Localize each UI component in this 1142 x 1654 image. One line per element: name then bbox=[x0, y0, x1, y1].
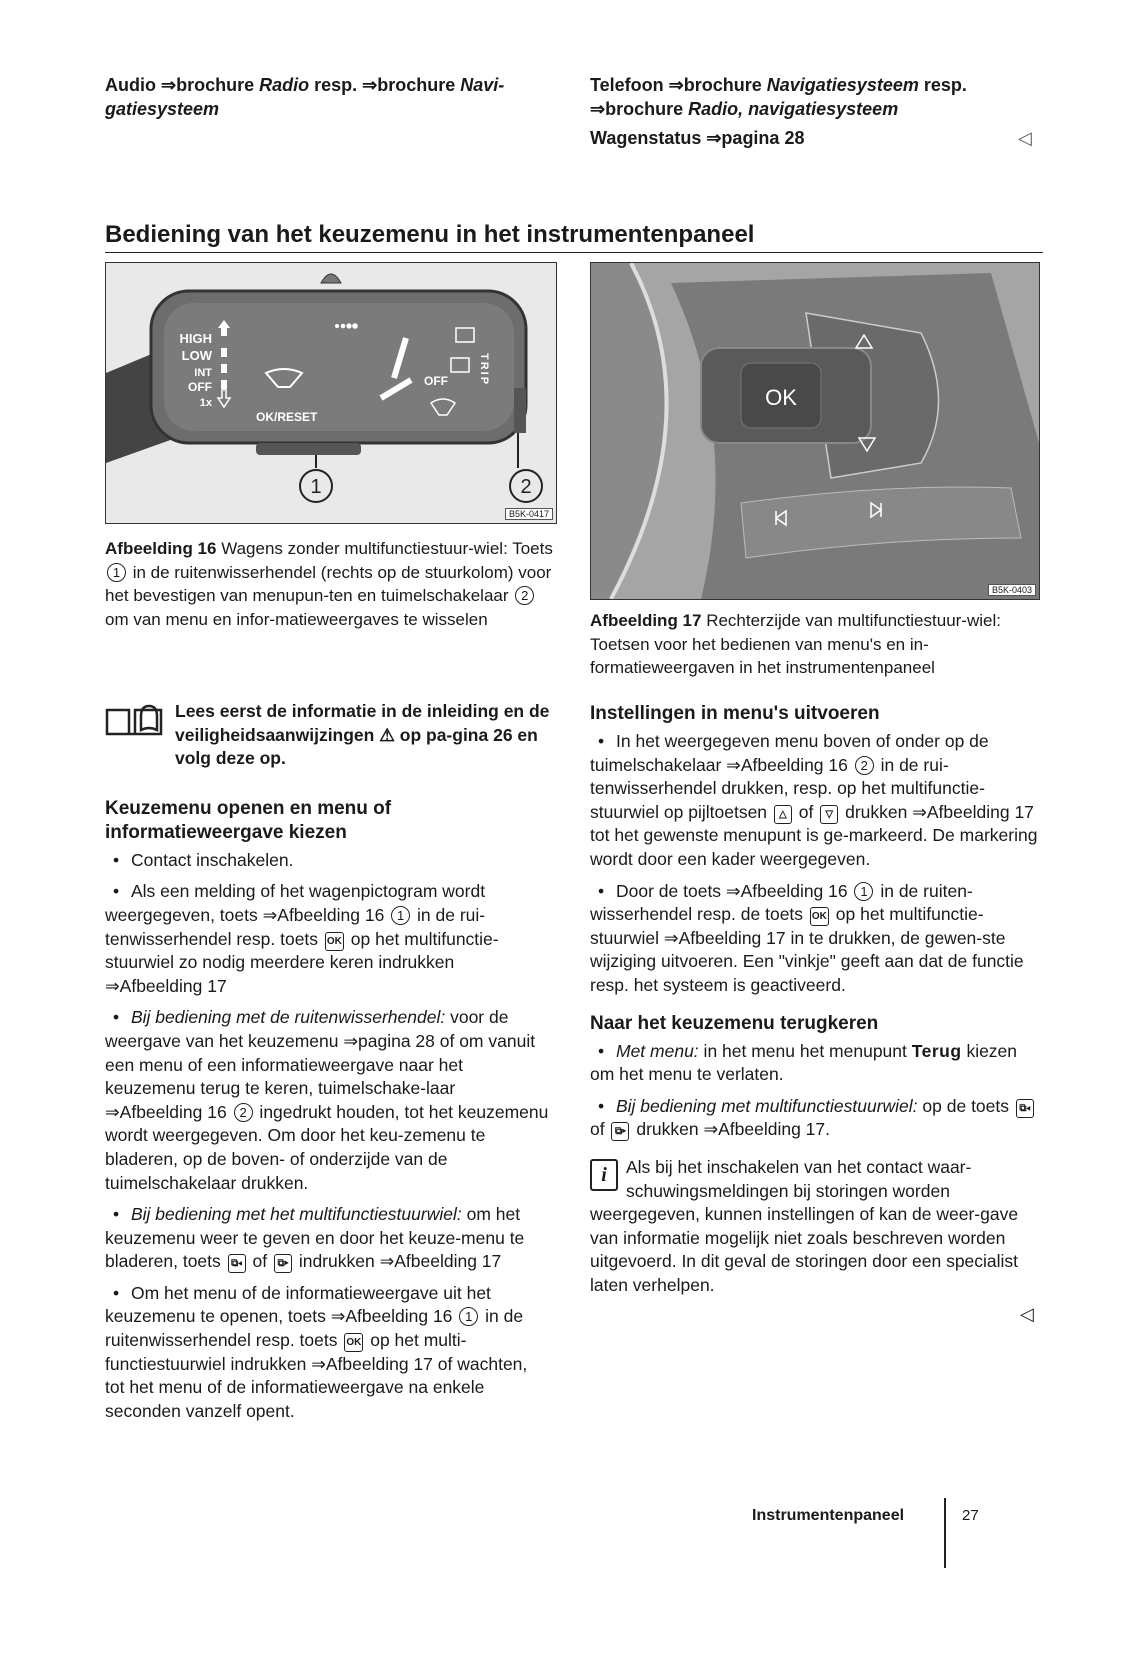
button-key-icon: OK bbox=[344, 1333, 363, 1352]
bullet-icon: • bbox=[598, 731, 605, 751]
text-segment: resp. ⇒brochure bbox=[309, 75, 461, 95]
footer-section: Instrumentenpaneel bbox=[752, 1507, 905, 1524]
label-1x: 1x bbox=[199, 397, 212, 409]
text-segment: Radio bbox=[259, 75, 310, 95]
text-segment: om het keuzemenu weer te geven en door het keuze-menu te bladeren, toets bbox=[105, 1204, 525, 1272]
callout-number-icon: 1 bbox=[107, 563, 126, 582]
figure-17-caption bbox=[590, 609, 1040, 680]
figure-16-caption bbox=[105, 537, 555, 631]
text-segment: op het multifunctie-stuurwiel ⇒Afbeelding 17 in te drukken, de gewen-ste wijziging uitvoeren. Een "vinkje" geeft aan dat de functie resp. het systeem is geactiveerd. bbox=[590, 904, 1024, 995]
text-segment: In het weergegeven menu boven of onder op de tuimelschakelaar ⇒Afbeelding 16 bbox=[590, 731, 989, 775]
button-key-icon: ⧉◂ bbox=[1016, 1099, 1034, 1118]
bullet-icon: • bbox=[113, 1007, 120, 1028]
text-segment: in het menu het menupunt bbox=[698, 1040, 912, 1061]
heading-instellingen: Instellingen in menu's uitvoeren bbox=[590, 703, 880, 724]
text-segment: of bbox=[590, 1119, 610, 1140]
text-segment: drukken ⇒Afbeelding 17. bbox=[631, 1119, 831, 1140]
list-item bbox=[105, 880, 550, 998]
text-segment: Door de toets ⇒Afbeelding 16 bbox=[616, 880, 853, 901]
text-segment: indrukken ⇒Afbeelding 17 bbox=[293, 1251, 502, 1272]
callout-number-icon: 1 bbox=[459, 1307, 478, 1326]
button-key-icon: ⧉▸ bbox=[274, 1254, 292, 1273]
callout-number-icon: 2 bbox=[234, 1103, 253, 1122]
label-int: INT bbox=[194, 367, 212, 379]
text-segment: in de ruitenwisserhendel resp. toets bbox=[105, 1306, 524, 1351]
header-left-references bbox=[105, 73, 555, 121]
button-key-icon: OK bbox=[325, 932, 344, 951]
label-high: HIGH bbox=[179, 331, 212, 346]
left-column bbox=[105, 700, 550, 1431]
end-mark: ◁ bbox=[1020, 1304, 1034, 1324]
callout-number-icon: 1 bbox=[854, 882, 873, 901]
bullet-list bbox=[590, 730, 1038, 998]
text-segment: Audio ⇒brochure bbox=[105, 75, 260, 95]
text-segment: of bbox=[247, 1251, 272, 1272]
text-segment: Radio, navigatiesysteem bbox=[688, 99, 899, 119]
button-key-icon: OK bbox=[810, 907, 829, 926]
text-segment: Lees eerst de informatie in de inleiding en de veiligheidsaanwijzingen ⚠ op pa-gina 26 en volg deze op. bbox=[175, 701, 550, 769]
info-note bbox=[590, 1157, 1018, 1295]
bullet-icon: • bbox=[598, 1040, 605, 1061]
figure-16-wiper-lever bbox=[105, 262, 557, 524]
callout-number-icon: 2 bbox=[515, 586, 534, 605]
button-key-icon: ⧉▸ bbox=[611, 1122, 629, 1141]
text-segment: Rechterzijde van multifunctiestuur-wiel: Toetsen voor het bedienen van menu's en in-formatieweergaven in het instrumentenpaneel bbox=[590, 611, 1001, 677]
section-title: Bediening van het keuzemenu in het instrumentenpaneel bbox=[105, 220, 1043, 253]
text-segment: ingedrukt houden, tot het keuzemenu wordt weergegeven. Om door het keu-zemenu te bladeren, op de boven- of onderzijde van de tuimelschakelaar drukken. bbox=[105, 1101, 549, 1193]
text-segment: Telefoon ⇒brochure bbox=[590, 75, 767, 95]
text-segment: in de ruitenwisserhendel (rechts op de stuurkolom) voor het bevestigen van menupun-ten en tuimelschakelaar bbox=[105, 562, 552, 605]
label-ok-reset: OK/RESET bbox=[256, 410, 318, 424]
figure-code: B5K-0403 bbox=[988, 584, 1036, 596]
header-right-references bbox=[590, 73, 1030, 121]
end-mark: ◁ bbox=[1018, 128, 1032, 148]
button-key-icon: ▽ bbox=[820, 805, 838, 824]
text-segment: Navigatiesysteem bbox=[766, 75, 919, 95]
text-segment: in de ruiten-wisserhendel resp. de toets bbox=[590, 880, 973, 925]
bullet-icon: • bbox=[113, 881, 120, 902]
list-item bbox=[105, 1203, 550, 1274]
list-item bbox=[105, 1006, 550, 1195]
bullet-icon: • bbox=[598, 1095, 605, 1116]
label-off: OFF bbox=[188, 380, 212, 394]
text-segment: Contact inschakelen. bbox=[131, 849, 294, 870]
text-segment: om van menu en infor-matieweergaves te wisselen bbox=[105, 609, 488, 629]
text-segment: Bij bediening met het multifunctiestuurwiel: bbox=[131, 1204, 462, 1225]
button-key-icon: ⧉◂ bbox=[228, 1254, 246, 1273]
list-item bbox=[590, 1040, 1038, 1087]
text-segment: Terug bbox=[911, 1040, 962, 1061]
text-segment: voor de weergave van het keuzemenu ⇒pagina 28 of om vanuit een menu of een informatieweergave naar het keuzemenu terug te keren, tuimelschake-laar ⇒Afbeelding 16 bbox=[105, 1007, 536, 1122]
bullet-icon: • bbox=[113, 1204, 120, 1225]
text-segment: resp. ⇒brochure bbox=[590, 75, 967, 119]
list-item bbox=[105, 1282, 550, 1424]
figure-code: B5K-0417 bbox=[505, 508, 553, 520]
callout-number-icon: 2 bbox=[855, 756, 874, 775]
wagenstatus-reference[interactable]: Wagenstatus ⇒pagina 28 bbox=[590, 128, 805, 148]
callout-1: 1 bbox=[310, 476, 322, 498]
safety-notice bbox=[175, 700, 550, 771]
callout-2: 2 bbox=[520, 476, 532, 498]
text-segment: op het multi-functiestuurwiel indrukken ⇒Afbeelding 17 of wachten, tot het menu of de informatieweergave na enkele seconden vanzelf opent. bbox=[105, 1330, 528, 1421]
text-segment: Wagens zonder multifunctiestuur-wiel: Toets bbox=[216, 539, 553, 558]
text-segment: in de rui-tenwisserhendel resp. toets bbox=[105, 904, 486, 949]
bullet-list bbox=[590, 1040, 1038, 1142]
text-segment: Om het menu of de informatieweergave uit het keuzemenu te openen, toets ⇒Afbeelding 16 bbox=[105, 1282, 491, 1327]
bullet-icon: • bbox=[113, 1282, 120, 1303]
label-off-wiper: OFF bbox=[424, 374, 448, 388]
list-item bbox=[105, 849, 550, 873]
list-item bbox=[590, 730, 1038, 872]
wiper-lever-illustration bbox=[106, 263, 556, 523]
page-number: 27 bbox=[962, 1507, 979, 1524]
footer-divider bbox=[944, 1498, 946, 1568]
bullet-icon: • bbox=[598, 880, 605, 901]
text-segment: Als een melding of het wagenpictogram wordt weergegeven, toets ⇒Afbeelding 16 bbox=[105, 881, 486, 925]
bullet-icon: • bbox=[113, 849, 120, 870]
text-segment: Als bij het inschakelen van het contact waar-schuwingsmeldingen bij storingen worden weergegeven, kunnen instellingen of kan de weer-gave van informatie mogelijk niet zoals beschreven worden uitgevoerd. In dit geval de storingen door een specialist laten verhelpen. bbox=[590, 1156, 1019, 1295]
text-segment: of bbox=[793, 801, 819, 822]
list-item bbox=[590, 1095, 1038, 1142]
text-segment: kiezen om het menu te verlaten. bbox=[590, 1040, 1018, 1085]
text-segment: Met menu: bbox=[616, 1040, 699, 1061]
text-segment: in de rui-tenwisserhendel drukken, resp. op het multifunctie-stuurwiel op pijltoetsen bbox=[590, 754, 985, 822]
text-segment: Bij bediening met multifunctiestuurwiel: bbox=[616, 1095, 918, 1116]
bullet-list bbox=[105, 849, 550, 1424]
text-segment: drukken ⇒Afbeelding 17 tot het gewenste menupunt is ge-markeerd. De markering wordt door een kader weergegeven. bbox=[590, 801, 1038, 869]
figure-17-steering-wheel bbox=[590, 262, 1040, 600]
heading-terugkeren: Naar het keuzemenu terugkeren bbox=[590, 1012, 879, 1034]
button-key-icon: △ bbox=[774, 805, 792, 824]
text-segment: Navi-gatiesysteem bbox=[105, 75, 505, 119]
book-icon bbox=[105, 704, 165, 740]
right-column bbox=[590, 702, 1038, 1297]
steering-wheel-illustration bbox=[591, 263, 1039, 599]
text-segment: op de toets bbox=[917, 1095, 1014, 1116]
list-item bbox=[590, 880, 1038, 998]
info-icon: i bbox=[590, 1159, 618, 1191]
ok-button-label: OK bbox=[765, 385, 797, 410]
callout-number-icon: 1 bbox=[391, 906, 410, 925]
text-segment: Afbeelding 16 bbox=[105, 539, 217, 558]
label-low: LOW bbox=[181, 348, 212, 363]
label-trip: TRIP bbox=[478, 353, 490, 387]
text-segment: op het multifunctie-stuurwiel zo nodig meerdere keren indrukken ⇒Afbeelding 17 bbox=[105, 928, 499, 996]
text-segment: Afbeelding 17 bbox=[590, 611, 702, 630]
heading-keuzemenu-openen: Keuzemenu openen en menu of informatieweergave kiezen bbox=[105, 797, 392, 843]
text-segment: Bij bediening met de ruitenwisserhendel: bbox=[131, 1007, 446, 1028]
